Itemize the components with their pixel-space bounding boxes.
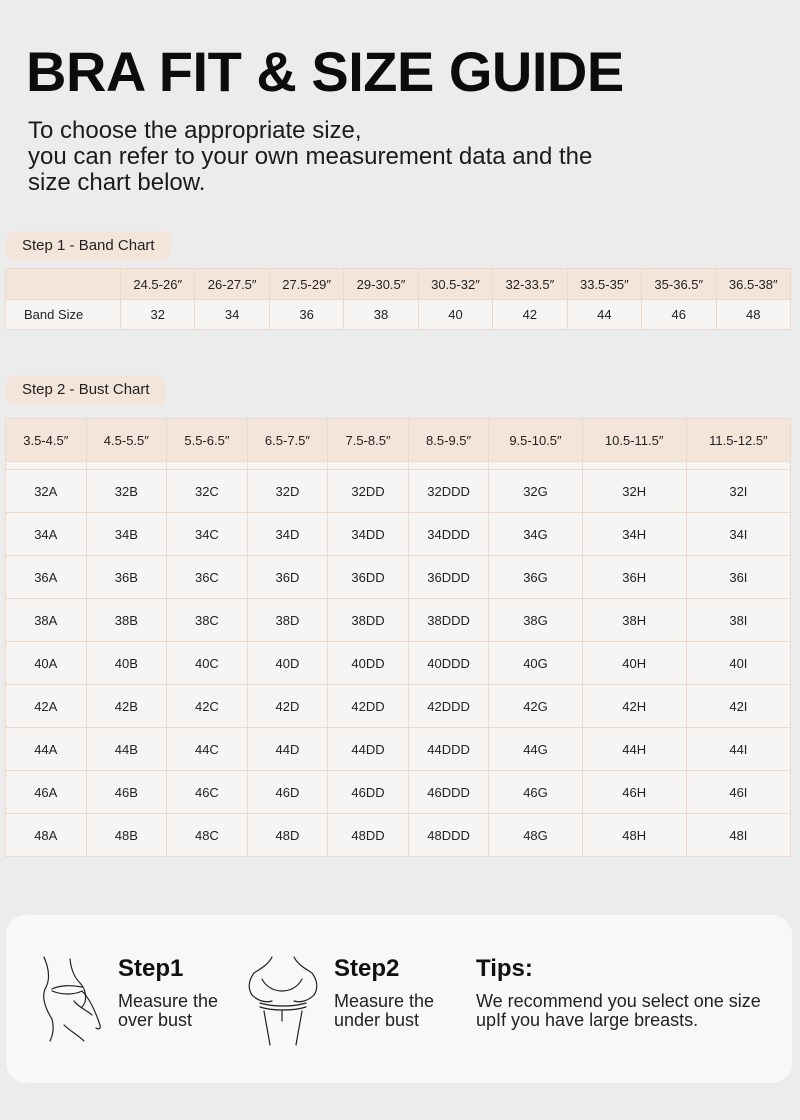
- bust-size-cell: 34H: [582, 513, 686, 556]
- bust-size-row: [6, 556, 791, 599]
- intro-line: To choose the appropriate size,: [28, 117, 362, 144]
- bust-size-cell: 34D: [247, 513, 328, 556]
- bust-measurement-row: [6, 419, 791, 462]
- band-measurement-cell: 33.5-35″: [567, 269, 641, 300]
- bust-size-cell: 36H: [582, 556, 686, 599]
- bust-size-row: [6, 470, 791, 513]
- bust-size-cell: 48A: [6, 814, 87, 857]
- bust-size-cell: 40D: [247, 642, 328, 685]
- band-size-cell: 48: [716, 300, 791, 330]
- bust-size-cell: 34A: [6, 513, 87, 556]
- bust-size-cell: 42B: [86, 685, 167, 728]
- bust-size-cell: 34C: [167, 513, 248, 556]
- tips-text: [476, 992, 761, 1030]
- bust-size-cell: 44I: [686, 728, 790, 771]
- bust-size-cell: 38B: [86, 599, 167, 642]
- band-chart-table: [5, 268, 791, 330]
- step1-line: over bust: [118, 1010, 193, 1030]
- bust-size-cell: 44B: [86, 728, 167, 771]
- band-size-cell: 38: [344, 300, 418, 330]
- bust-size-cell: 34DD: [328, 513, 409, 556]
- bust-size-cell: 42DD: [328, 685, 409, 728]
- spacer-cell: [328, 462, 409, 470]
- band-size-cell: 36: [269, 300, 343, 330]
- bust-size-cell: 38A: [6, 599, 87, 642]
- bust-size-cell: 48I: [686, 814, 790, 857]
- bust-size-row: [6, 771, 791, 814]
- band-measurement-cell: 26-27.5″: [195, 269, 269, 300]
- band-size-cell: 34: [195, 300, 269, 330]
- bust-measurement-cell: 5.5-6.5″: [167, 419, 248, 462]
- bust-size-cell: 32I: [686, 470, 790, 513]
- band-size-cell: 46: [642, 300, 716, 330]
- bust-size-cell: 46DDD: [408, 771, 489, 814]
- bust-size-cell: 38DDD: [408, 599, 489, 642]
- spacer-cell: [247, 462, 328, 470]
- bust-size-cell: 48B: [86, 814, 167, 857]
- bust-size-row: [6, 599, 791, 642]
- bust-measurement-cell: 11.5-12.5″: [686, 419, 790, 462]
- step2-line: under bust: [334, 1010, 420, 1030]
- spacer-cell: [6, 462, 87, 470]
- bust-size-cell: 40B: [86, 642, 167, 685]
- band-measurement-cell: 30.5-32″: [418, 269, 492, 300]
- intro-text: [28, 118, 748, 196]
- band-size-label: Band Size: [6, 300, 121, 330]
- bust-size-row: [6, 728, 791, 771]
- spacer-cell: [167, 462, 248, 470]
- step2-line: Measure the: [334, 991, 435, 1011]
- corner-cell: [6, 269, 121, 300]
- bust-size-cell: 36G: [489, 556, 582, 599]
- spacer-cell: [582, 462, 686, 470]
- bust-size-cell: 48DD: [328, 814, 409, 857]
- tips-title: Tips:: [476, 955, 533, 982]
- bust-measurement-cell: 9.5-10.5″: [489, 419, 582, 462]
- intro-line: size chart below.: [28, 169, 206, 196]
- bust-size-cell: 32B: [86, 470, 167, 513]
- bust-size-cell: 38C: [167, 599, 248, 642]
- bust-size-cell: 44H: [582, 728, 686, 771]
- over-bust-measure-figure-icon: [34, 955, 114, 1043]
- bust-size-cell: 32D: [247, 470, 328, 513]
- bust-size-row: [6, 814, 791, 857]
- bust-size-cell: 48G: [489, 814, 582, 857]
- bust-size-cell: 48H: [582, 814, 686, 857]
- spacer-cell: [686, 462, 790, 470]
- bust-size-cell: 40DDD: [408, 642, 489, 685]
- bust-size-cell: 42G: [489, 685, 582, 728]
- bust-size-cell: 42C: [167, 685, 248, 728]
- bust-size-cell: 38DD: [328, 599, 409, 642]
- band-chart-label: Step 1 - Band Chart: [6, 231, 171, 261]
- bust-size-cell: 34DDD: [408, 513, 489, 556]
- bust-size-cell: 36DD: [328, 556, 409, 599]
- bust-size-cell: 46C: [167, 771, 248, 814]
- bust-size-cell: 42I: [686, 685, 790, 728]
- bust-size-cell: 36C: [167, 556, 248, 599]
- step1-text: [118, 992, 218, 1030]
- bust-size-cell: 40C: [167, 642, 248, 685]
- bust-size-cell: 48C: [167, 814, 248, 857]
- bust-size-cell: 44A: [6, 728, 87, 771]
- bust-size-cell: 34I: [686, 513, 790, 556]
- bust-size-cell: 36D: [247, 556, 328, 599]
- band-measurement-cell: 36.5-38″: [716, 269, 791, 300]
- step2-title: Step2: [334, 955, 400, 982]
- bust-size-cell: 36A: [6, 556, 87, 599]
- bust-size-cell: 44DD: [328, 728, 409, 771]
- band-size-row: [6, 300, 791, 330]
- bust-size-cell: 32A: [6, 470, 87, 513]
- bust-size-row: [6, 685, 791, 728]
- bust-size-cell: 46I: [686, 771, 790, 814]
- instructions-card: [6, 915, 792, 1083]
- bust-chart-table: [5, 418, 791, 857]
- bust-size-cell: 40DD: [328, 642, 409, 685]
- bust-size-cell: 32DDD: [408, 470, 489, 513]
- bust-size-cell: 40A: [6, 642, 87, 685]
- bust-size-cell: 38I: [686, 599, 790, 642]
- bust-size-cell: 34G: [489, 513, 582, 556]
- step1-title: Step1: [118, 955, 184, 982]
- bust-size-cell: 48D: [247, 814, 328, 857]
- bust-size-row: [6, 642, 791, 685]
- page-title: BRA FIT & SIZE GUIDE: [26, 40, 624, 103]
- step1-line: Measure the: [118, 991, 219, 1011]
- spacer-cell: [86, 462, 167, 470]
- bust-measurement-cell: 7.5-8.5″: [328, 419, 409, 462]
- bust-measurement-cell: 4.5-5.5″: [86, 419, 167, 462]
- under-bust-measure-figure-icon: [242, 955, 324, 1047]
- band-measurement-row: [6, 269, 791, 300]
- band-measurement-cell: 24.5-26″: [121, 269, 195, 300]
- bust-size-cell: 36I: [686, 556, 790, 599]
- band-measurement-cell: 27.5-29″: [269, 269, 343, 300]
- bust-size-cell: 40H: [582, 642, 686, 685]
- bust-measurement-cell: 8.5-9.5″: [408, 419, 489, 462]
- bust-measurement-cell: 3.5-4.5″: [6, 419, 87, 462]
- bust-size-cell: 46A: [6, 771, 87, 814]
- bust-size-cell: 42H: [582, 685, 686, 728]
- bust-size-cell: 44DDD: [408, 728, 489, 771]
- bust-size-cell: 36DDD: [408, 556, 489, 599]
- intro-line: you can refer to your own measurement data and the: [28, 143, 593, 170]
- spacer-cell: [408, 462, 489, 470]
- band-measurement-cell: 32-33.5″: [493, 269, 567, 300]
- tips-line: upIf you have large breasts.: [476, 1010, 699, 1030]
- band-size-cell: 40: [418, 300, 492, 330]
- bust-size-cell: 46G: [489, 771, 582, 814]
- tips-line: We recommend you select one size: [476, 991, 761, 1011]
- band-size-cell: 32: [121, 300, 195, 330]
- bust-size-cell: 36B: [86, 556, 167, 599]
- bust-measurement-cell: 10.5-11.5″: [582, 419, 686, 462]
- bust-measurement-cell: 6.5-7.5″: [247, 419, 328, 462]
- bust-size-cell: 42D: [247, 685, 328, 728]
- bust-size-cell: 38D: [247, 599, 328, 642]
- bust-size-cell: 38G: [489, 599, 582, 642]
- bust-size-cell: 32C: [167, 470, 248, 513]
- band-measurement-cell: 29-30.5″: [344, 269, 418, 300]
- bust-size-cell: 42A: [6, 685, 87, 728]
- bust-size-cell: 38H: [582, 599, 686, 642]
- band-measurement-cell: 35-36.5″: [642, 269, 716, 300]
- bust-size-cell: 40I: [686, 642, 790, 685]
- band-size-cell: 42: [493, 300, 567, 330]
- step2-text: [334, 992, 434, 1030]
- spacer-cell: [489, 462, 582, 470]
- bust-size-cell: 44D: [247, 728, 328, 771]
- bust-size-cell: 40G: [489, 642, 582, 685]
- bust-size-cell: 32DD: [328, 470, 409, 513]
- bust-size-cell: 42DDD: [408, 685, 489, 728]
- bust-size-cell: 32G: [489, 470, 582, 513]
- bust-size-cell: 34B: [86, 513, 167, 556]
- bust-size-cell: 46DD: [328, 771, 409, 814]
- bust-size-cell: 44G: [489, 728, 582, 771]
- bust-size-cell: 46B: [86, 771, 167, 814]
- spacer-row: [6, 462, 791, 470]
- bust-size-row: [6, 513, 791, 556]
- bust-size-cell: 44C: [167, 728, 248, 771]
- band-size-cell: 44: [567, 300, 641, 330]
- bust-size-cell: 32H: [582, 470, 686, 513]
- bust-size-cell: 46D: [247, 771, 328, 814]
- bust-size-cell: 46H: [582, 771, 686, 814]
- bust-chart-label: Step 2 - Bust Chart: [6, 375, 166, 405]
- bust-size-cell: 48DDD: [408, 814, 489, 857]
